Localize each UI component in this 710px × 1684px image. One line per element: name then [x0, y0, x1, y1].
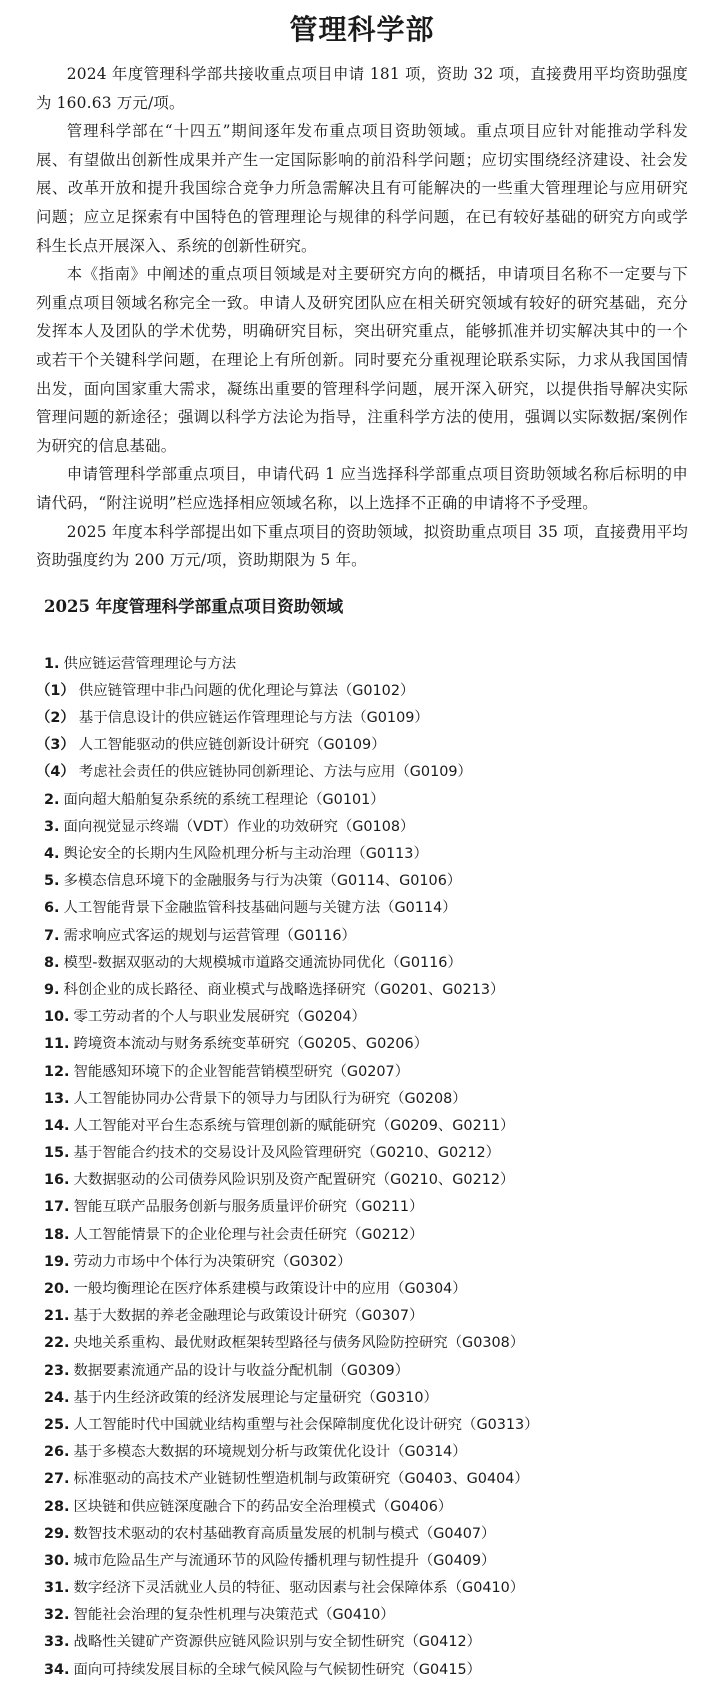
item-text: 需求响应式客运的规划与运营管理（G0116） [63, 927, 356, 944]
item-number: 34. [44, 1661, 70, 1678]
list-item [36, 1466, 688, 1493]
item-number: 30. [44, 1552, 70, 1569]
list-subitem [36, 759, 688, 786]
item-text: 面向视觉显示终端（VDT）作业的功效研究（G0108） [63, 818, 415, 835]
list-item [36, 868, 688, 895]
list-item [36, 1358, 688, 1385]
item-number: 2. [44, 791, 60, 808]
item-number: 4. [44, 846, 60, 862]
paragraph: 本《指南》中阐述的重点项目领域是对主要研究方向的概括，申请项目名称不一定要与下列重点项目领域名称完全一致。申请人及研究团队应在相关研究领域有较好的研究基础，充分发挥本人及团队的学术优势，明确研究目标，突出研究重点，能够抓准并切实解决其中的一个或若干个关键科学问题，在理论上有所创新。同时要充分重视理论联系实际，力求从我国国情出发，面向国家重大需求，凝练出重要的管理科学问题，展开深入研究，以提供指导解决实际管理问题的新途径；强调以科学方法论为指导，注重科学方法的使用，强调以实际数据/案例作为研究的信息基础。 [36, 265, 688, 455]
item-text: 考虑社会责任的供应链协同创新理论、方法与应用（G0109） [78, 764, 472, 781]
list-subitem [36, 705, 688, 732]
item-text: 基于智能合约技术的交易设计及风险管理研究（G0210、G0212） [73, 1145, 501, 1162]
list-item [36, 814, 688, 841]
list-item [36, 1385, 688, 1412]
item-text: 舆论安全的长期内生风险机理分析与主动治理（G0113） [63, 846, 428, 862]
paragraph: 2025 年度本科学部提出如下重点项目的资助领域，拟资助重点项目 35 项，直接费用平均资助强度约为 200 万元/项，资助期限为 5 年。 [36, 522, 688, 570]
item-text: 人工智能驱动的供应链创新设计研究（G0109） [78, 737, 386, 754]
list-item [36, 1194, 688, 1221]
item-text: 零工劳动者的个人与职业发展研究（G0204） [73, 1009, 366, 1026]
paragraph: 管理科学部在“十四五”期间逐年发布重点项目资助领域。重点项目应针对能推动学科发展、有望做出创新性成果并产生一定国际影响的前沿科学问题；应切实围绕经济建设、社会发展、改革开放和提升我国综合竞争力所急需解决且有可能解决的一些重大管理理论与应用研究问题；应立足探索有中国特色的管理理论与规律的科学问题，在已有较好基础的研究方向或学科生长点开展深入、系统的创新性研究。 [36, 122, 688, 255]
paragraph: 2024 年度管理科学部共接收重点项目申请 181 项，资助 32 项，直接费用平均资助强度为 160.63 万元/项。 [36, 65, 688, 112]
list-item [36, 1059, 688, 1086]
item-number: 14. [44, 1117, 70, 1134]
item-text: 人工智能背景下金融监管科技基础问题与关键方法（G0114） [63, 900, 457, 917]
section-heading: 2025 年度管理科学部重点项目资助领域 [44, 596, 344, 616]
item-number: 23. [44, 1362, 70, 1379]
item-text: 智能感知环境下的企业智能营销模型研究（G0207） [73, 1063, 410, 1080]
list-item [36, 1276, 688, 1303]
item-number: 33. [44, 1634, 70, 1651]
item-number: 5. [44, 873, 60, 890]
item-text: 智能社会治理的复杂性机理与决策范式（G0410） [73, 1607, 395, 1624]
list-item [36, 1629, 688, 1656]
funding-area-list [36, 647, 688, 1684]
item-number: 31. [44, 1580, 70, 1597]
list-item [36, 1113, 688, 1140]
list-item [36, 1140, 688, 1167]
item-number: 11. [44, 1036, 70, 1053]
list-subitem [36, 732, 688, 759]
list-item [36, 977, 688, 1004]
list-item [36, 1439, 688, 1466]
list-item [36, 1167, 688, 1194]
item-text: 央地关系重构、最优财政框架转型路径与债务风险防控研究（G0308） [73, 1335, 525, 1352]
item-number: （3） [36, 737, 75, 754]
item-number: 19. [44, 1253, 70, 1270]
item-text: 智能互联产品服务创新与服务质量评价研究（G0211） [73, 1199, 424, 1216]
list-item [36, 1412, 688, 1439]
item-number: 29. [44, 1525, 70, 1542]
list-item [36, 651, 688, 678]
list-item [36, 1548, 688, 1575]
item-number: 10. [44, 1009, 70, 1026]
item-text: 战略性关键矿产资源供应链风险识别与安全韧性研究（G0412） [73, 1634, 482, 1651]
list-item [36, 1330, 688, 1357]
item-number: （1） [36, 682, 75, 699]
item-text: 供应链管理中非凸问题的优化理论与算法（G0102） [78, 682, 415, 699]
item-number: 24. [44, 1389, 70, 1406]
item-number: 15. [44, 1145, 70, 1162]
list-item [36, 1303, 688, 1330]
item-number: 17. [44, 1199, 70, 1216]
item-number: 7. [44, 927, 60, 944]
item-text: 基于大数据的养老金融理论与政策设计研究（G0307） [73, 1308, 424, 1325]
list-item [36, 1004, 688, 1031]
list-item [36, 1222, 688, 1249]
item-number: 13. [44, 1090, 70, 1107]
item-text: 数据要素流通产品的设计与收益分配机制（G0309） [73, 1362, 410, 1379]
item-number: 28. [44, 1498, 70, 1515]
list-item [36, 1602, 688, 1629]
item-text: 多模态信息环境下的金融服务与行为决策（G0114、G0106） [63, 873, 462, 890]
list-item [36, 1521, 688, 1548]
paragraph: 申请管理科学部重点项目，申请代码 1 应当选择科学部重点项目资助领域名称后标明的申请代码，“附注说明”栏应选择相应领域名称，以上选择不正确的申请将不予受理。 [36, 465, 688, 512]
list-item [36, 1031, 688, 1058]
list-item [36, 841, 688, 868]
item-number: （4） [36, 764, 75, 781]
item-number: （2） [36, 710, 75, 727]
item-number: 18. [44, 1226, 70, 1243]
item-text: 科创企业的成长路径、商业模式与战略选择研究（G0201、G0213） [63, 981, 505, 998]
item-text: 数字经济下灵活就业人员的特征、驱动因素与社会保障体系（G0410） [73, 1580, 525, 1597]
item-text: 数智技术驱动的农村基础教育高质量发展的机制与模式（G0407） [73, 1525, 496, 1542]
item-number: 9. [44, 981, 60, 998]
item-text: 供应链运营管理理论与方法 [63, 655, 237, 672]
item-text: 人工智能对平台生态系统与管理创新的赋能研究（G0209、G0211） [73, 1117, 515, 1134]
item-number: 6. [44, 900, 60, 917]
item-number: 1. [44, 655, 60, 672]
item-text: 大数据驱动的公司债券风险识别及资产配置研究（G0210、G0212） [73, 1172, 515, 1189]
list-item [36, 1575, 688, 1602]
item-number: 22. [44, 1335, 70, 1352]
list-item [36, 895, 688, 922]
item-number: 32. [44, 1607, 70, 1624]
item-number: 25. [44, 1416, 70, 1433]
list-item [36, 1657, 688, 1684]
list-item [36, 923, 688, 950]
item-text: 劳动力市场中个体行为决策研究（G0302） [73, 1253, 352, 1270]
list-item [36, 1494, 688, 1521]
list-item [36, 1249, 688, 1276]
item-text: 面向可持续发展目标的全球气候风险与气候韧性研究（G0415） [73, 1661, 482, 1678]
item-text: 区块链和供应链深度融合下的药品安全治理模式（G0406） [73, 1498, 453, 1515]
item-text: 跨境资本流动与财务系统变革研究（G0205、G0206） [73, 1036, 429, 1053]
item-number: 20. [44, 1281, 70, 1297]
intro-section [36, 60, 688, 575]
item-number: 21. [44, 1308, 70, 1325]
item-number: 16. [44, 1172, 70, 1189]
item-text: 基于多模态大数据的环境规划分析与政策优化设计（G0314） [73, 1444, 467, 1461]
item-number: 12. [44, 1063, 70, 1080]
item-text: 基于内生经济政策的经济发展理论与定量研究（G0310） [73, 1389, 438, 1406]
item-text: 标准驱动的高技术产业链韧性塑造机制与政策研究（G0403、G0404） [73, 1471, 529, 1488]
item-text: 人工智能协同办公背景下的领导力与团队行为研究（G0208） [73, 1090, 467, 1107]
list-subitem [36, 678, 688, 705]
item-number: 8. [44, 954, 60, 971]
item-text: 一般均衡理论在医疗体系建模与政策设计中的应用（G0304） [73, 1281, 467, 1297]
item-text: 人工智能时代中国就业结构重塑与社会保障制度优化设计研究（G0313） [73, 1416, 539, 1433]
item-text: 城市危险品生产与流通环节的风险传播机理与韧性提升（G0409） [73, 1552, 496, 1569]
list-item [36, 787, 688, 814]
list-item [36, 950, 688, 977]
item-number: 27. [44, 1471, 70, 1488]
item-text: 模型-数据双驱动的大规模城市道路交通流协同优化（G0116） [63, 954, 462, 971]
item-text: 面向超大船舶复杂系统的系统工程理论（G0101） [63, 791, 385, 808]
item-text: 人工智能情景下的企业伦理与社会责任研究（G0212） [73, 1226, 424, 1243]
item-text: 基于信息设计的供应链运作管理理论与方法（G0109） [78, 710, 429, 727]
item-number: 3. [44, 818, 60, 835]
page-title: 管理科学部 [289, 13, 435, 46]
list-item [36, 1086, 688, 1113]
item-number: 26. [44, 1444, 70, 1461]
